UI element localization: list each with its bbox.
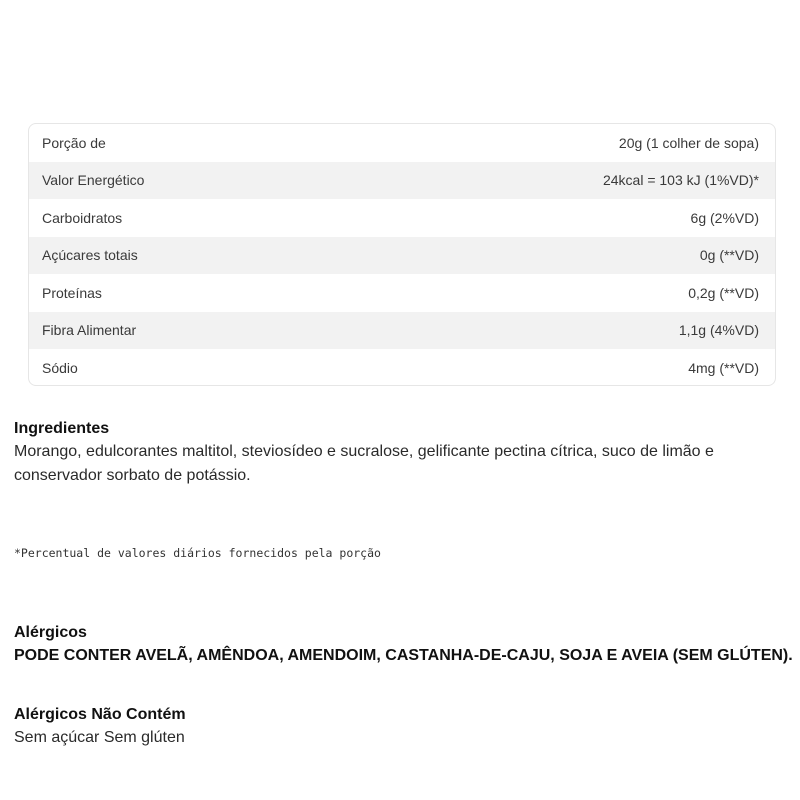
nutrition-row-sodium xyxy=(29,349,775,386)
nutrition-table xyxy=(28,123,776,386)
allergens-free-section xyxy=(14,704,794,750)
nutrition-value: 24kcal = 103 kJ (1%VD)* xyxy=(602,172,759,189)
nutrition-label: Fibra Alimentar xyxy=(42,322,137,339)
allergens-free-title: Alérgicos Não Contém xyxy=(14,706,186,723)
ingredients-section xyxy=(14,418,794,488)
nutrition-label: Porção de xyxy=(42,134,106,151)
allergens-title: Alérgicos xyxy=(14,624,87,641)
nutrition-label: Sódio xyxy=(42,359,78,376)
daily-value-footnote: *Percentual de valores diários fornecidos pela porção xyxy=(14,546,381,560)
nutrition-row-energy xyxy=(29,162,775,200)
nutrition-row-protein xyxy=(29,274,775,312)
nutrition-label: Açúcares totais xyxy=(42,247,138,264)
nutrition-label: Valor Energético xyxy=(42,172,145,189)
nutrition-value: 0,2g (**VD) xyxy=(688,284,759,301)
nutrition-value: 20g (1 colher de sopa) xyxy=(618,134,759,151)
allergens-text: PODE CONTER AVELÃ, AMÊNDOA, AMENDOIM, CASTANHA-DE-CAJU, SOJA E AVEIA (SEM GLÚTEN). xyxy=(14,647,793,664)
allergens-free-text: Sem açúcar Sem glúten xyxy=(14,729,185,746)
nutrition-label: Proteínas xyxy=(42,284,102,301)
ingredients-title: Ingredientes xyxy=(14,420,110,437)
nutrition-row-sugars xyxy=(29,237,775,275)
allergens-section xyxy=(14,622,794,668)
nutrition-value: 1,1g (4%VD) xyxy=(678,322,759,339)
ingredients-text: Morango, edulcorantes maltitol, steviosídeo e sucralose, gelificante pectina cítrica, suco de limão e conservador sorbato de potássio. xyxy=(14,443,714,484)
nutrition-value: 0g (**VD) xyxy=(699,247,759,264)
nutrition-value: 6g (2%VD) xyxy=(690,209,759,226)
nutrition-label: Carboidratos xyxy=(42,209,123,226)
nutrition-row-carbs xyxy=(29,199,775,237)
nutrition-row-fiber xyxy=(29,312,775,350)
nutrition-value: 4mg (**VD) xyxy=(688,359,759,376)
nutrition-row-portion xyxy=(29,124,775,162)
